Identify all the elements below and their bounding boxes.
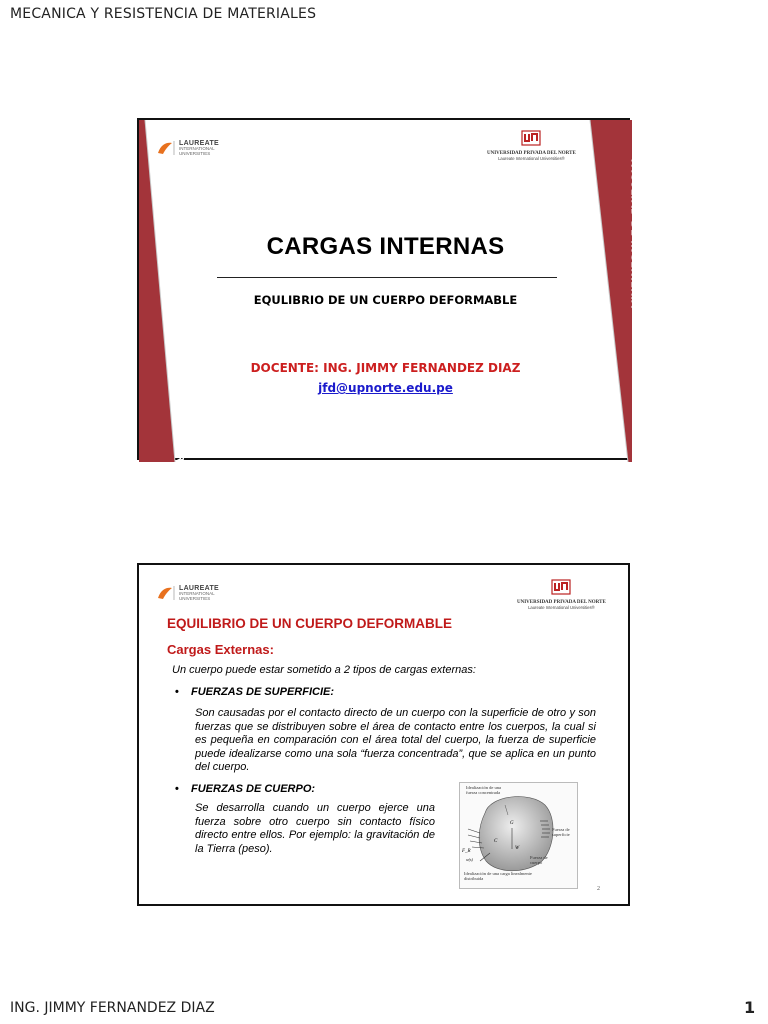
figure-label-c: C: [494, 839, 498, 844]
laureate-sub: UNIVERSITIES: [179, 595, 211, 601]
slide-number: 2: [597, 886, 600, 892]
figure-label-body: Fuerza de cuerpo: [530, 855, 548, 865]
upn-name: UNIVERSIDAD PRIVADA DEL NORTE: [487, 151, 576, 156]
title-divider: [217, 277, 557, 278]
laureate-sub: UNIVERSITIES: [179, 150, 211, 156]
left-band-text: CARRERA DE INGENIERÍA INDUSTRIAL: [174, 259, 186, 482]
document-footer: ING. JIMMY FERNANDEZ DIAZ: [10, 1000, 215, 1016]
cuerpo-paragraph: Se desarrolla cuando un cuerpo ejerce una fuerza sobre otro cuerpo sin contacto físico directo entre ellos. Por ejemplo: la gravitación de la Tierra (peso).: [195, 802, 435, 855]
right-band-text: FACULTAD DE INGENIERÍA: [628, 158, 640, 309]
bullet-cuerpo: • FUERZAS DE CUERPO:: [175, 783, 316, 795]
figure-label-g: G: [510, 821, 514, 826]
laureate-leaf-icon: [157, 140, 175, 156]
bullet-superficie: • FUERZAS DE SUPERFICIE:: [175, 686, 335, 698]
upn-name: UNIVERSIDAD PRIVADA DEL NORTE: [517, 600, 606, 605]
laureate-name: LAUREATE: [179, 585, 219, 592]
laureate-sub: INTERNATIONAL: [179, 591, 215, 596]
upn-logo: [517, 579, 606, 610]
slide-title: EQUILIBRIO DE UN CUERPO DEFORMABLE: [167, 616, 453, 631]
upn-logo: [487, 130, 576, 161]
laureate-leaf-icon: [157, 585, 175, 601]
bullet-label: FUERZAS DE CUERPO:: [191, 783, 316, 795]
slide-subtitle: Cargas Externas:: [167, 642, 274, 657]
slide-subtitle: EQULIBRIO DE UN CUERPO DEFORMABLE: [253, 293, 518, 307]
right-red-band: [590, 120, 632, 462]
figure-label-ws: w(s): [466, 857, 473, 862]
figure-label-fr: F_R: [462, 849, 471, 854]
body-forces-figure: [459, 782, 578, 889]
upn-mark-icon: [520, 130, 542, 146]
content-slide: [137, 563, 630, 906]
upn-subtitle: Laureate International Universities®: [498, 156, 565, 161]
email-link[interactable]: jfd@upnorte.edu.pe: [318, 381, 453, 395]
page-number: 1: [744, 998, 756, 1017]
laureate-name: LAUREATE: [179, 140, 219, 147]
intro-text: Un cuerpo puede estar sometido a 2 tipos de cargas externas:: [172, 664, 476, 676]
figure-label-concentrated: Idealización de una fuerza concentrada: [466, 785, 501, 795]
laureate-logo: [157, 140, 219, 156]
title-slide: [137, 118, 640, 482]
upn-mark-icon: [550, 579, 572, 595]
superficie-paragraph: Son causadas por el contacto directo de un cuerpo con la superficie de otro y son fuerzas que se distribuyen sobre el área de contacto entre los cuerpos, la cual si es pequeña en comparación con el área total del cuerpo, la fuerza de superficie puede idealizarse como una sola “fuerza concentrada”, que se aplica en un punto del cuerpo.: [195, 707, 596, 773]
figure-label-distributed: Idealización de una carga linealmente distribuida: [464, 871, 532, 881]
laureate-sub: INTERNATIONAL: [179, 146, 215, 151]
laureate-logo: [157, 585, 219, 601]
slide-title: CARGAS INTERNAS: [266, 233, 505, 260]
upn-subtitle: Laureate International Universities®: [528, 605, 595, 610]
left-red-band: [139, 120, 179, 462]
document-header: MECANICA Y RESISTENCIA DE MATERIALES: [10, 6, 317, 22]
docente-line: DOCENTE: ING. JIMMY FERNANDEZ DIAZ: [250, 361, 521, 375]
figure-label-w: W: [515, 846, 520, 851]
bullet-label: FUERZAS DE SUPERFICIE:: [191, 686, 335, 698]
figure-label-surface: Fuerza de superficie: [552, 827, 570, 837]
